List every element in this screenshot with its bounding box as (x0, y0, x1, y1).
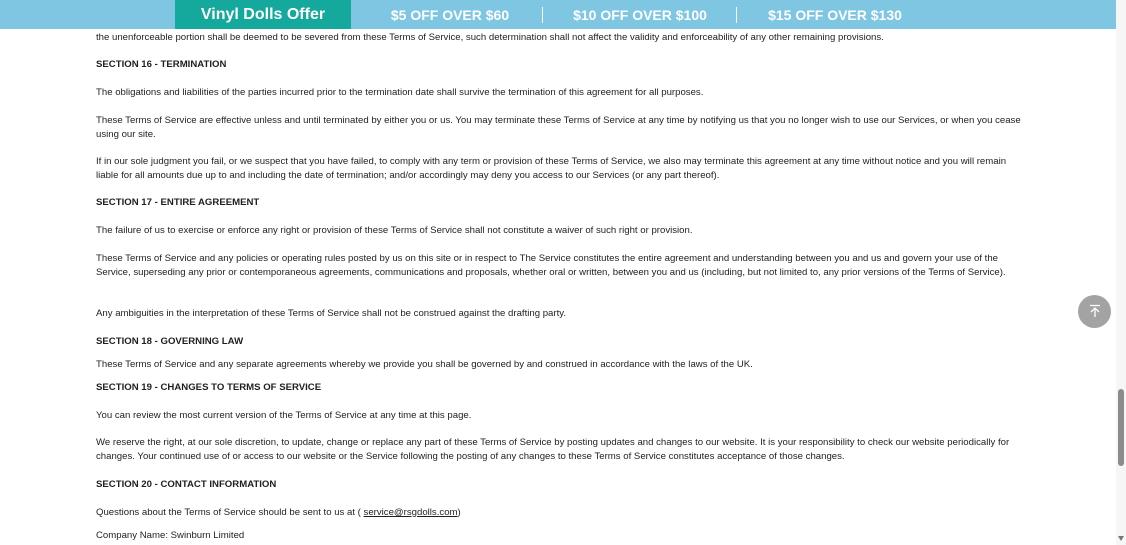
contact-suffix: ) (457, 507, 461, 518)
scrollbar[interactable] (1116, 0, 1126, 545)
paragraph: The failure of us to exercise or enforce any right or provision of these Terms of Service shall not constitute a waiver of such right or provision. (96, 225, 693, 236)
arrow-up-to-line-icon (1088, 304, 1102, 318)
section-heading: SECTION 18 - GOVERNING LAW (96, 336, 244, 347)
paragraph: These Terms of Service and any policies or operating rules posted by us on this site or in respect to The Service constitutes the entire agreement and understanding between you and us and govern your use of the Service, superseding any prior or contemporaneous agreements, communications and proposals, whether oral or written, between you and us (including, but not limited to, any prior versions of the Terms of Service). (96, 253, 1006, 278)
contact-prefix: Questions about the Terms of Service should be sent to us at ( (96, 507, 361, 518)
back-to-top-button[interactable] (1078, 295, 1111, 328)
promo-banner[interactable] (0, 0, 1116, 29)
deal-2: $10 OFF OVER $100 (573, 7, 707, 23)
paragraph: the unenforceable portion shall be deemed to be severed from these Terms of Service, such determination shall not affect the validity and enforceability of any other remaining provisions. (96, 32, 884, 43)
offer-title[interactable]: Vinyl Dolls Offer (175, 0, 351, 29)
divider (736, 7, 737, 23)
scroll-down-arrow-icon[interactable] (1118, 536, 1124, 541)
scrollbar-thumb[interactable] (1118, 389, 1124, 466)
deal-1: $5 OFF OVER $60 (390, 7, 510, 23)
email-link[interactable]: service@rsgdolls.com (363, 507, 458, 518)
paragraph: Any ambiguities in the interpretation of these Terms of Service shall not be construed against the drafting party. (96, 308, 566, 319)
divider (542, 7, 543, 23)
section-heading: SECTION 16 - TERMINATION (96, 59, 227, 70)
paragraph: These Terms of Service are effective unless and until terminated by either you or us. You may terminate these Terms of Service at any time by notifying us that you no longer wish to use our Services, or when you cease using our site. (96, 115, 1021, 140)
paragraph: We reserve the right, at our sole discretion, to update, change or replace any part of these Terms of Service by posting updates and changes to our website. It is your responsibility to check our website periodically for changes. Your continued use of or access to our website or the Service following the posting of any changes to these Terms of Service constitutes acceptance of those changes. (96, 437, 1010, 462)
company-name: Company Name: Swinburn Limited (96, 530, 245, 541)
contact-paragraph (96, 506, 1021, 520)
deal-3: $15 OFF OVER $130 (768, 7, 902, 23)
paragraph: You can review the most current version of the Terms of Service at any time at this page. (96, 410, 472, 421)
section-heading: SECTION 19 - CHANGES TO TERMS OF SERVICE (96, 382, 322, 393)
paragraph: These Terms of Service and any separate agreements whereby we provide you shall be governed by and construed in accordance with the laws of the UK. (96, 359, 753, 370)
section-heading: SECTION 17 - ENTIRE AGREEMENT (96, 197, 260, 208)
paragraph: If in our sole judgment you fail, or we suspect that you have failed, to comply with any term or provision of these Terms of Service, we also may terminate this agreement at any time without notice and you will remain liable for all amounts due up to and including the date of termination; and/or accordingly may deny you access to our Services (or any part thereof). (96, 156, 1007, 181)
paragraph: The obligations and liabilities of the parties incurred prior to the termination date shall survive the termination of this agreement for all purposes. (96, 87, 704, 98)
section-heading: SECTION 20 - CONTACT INFORMATION (96, 479, 277, 490)
